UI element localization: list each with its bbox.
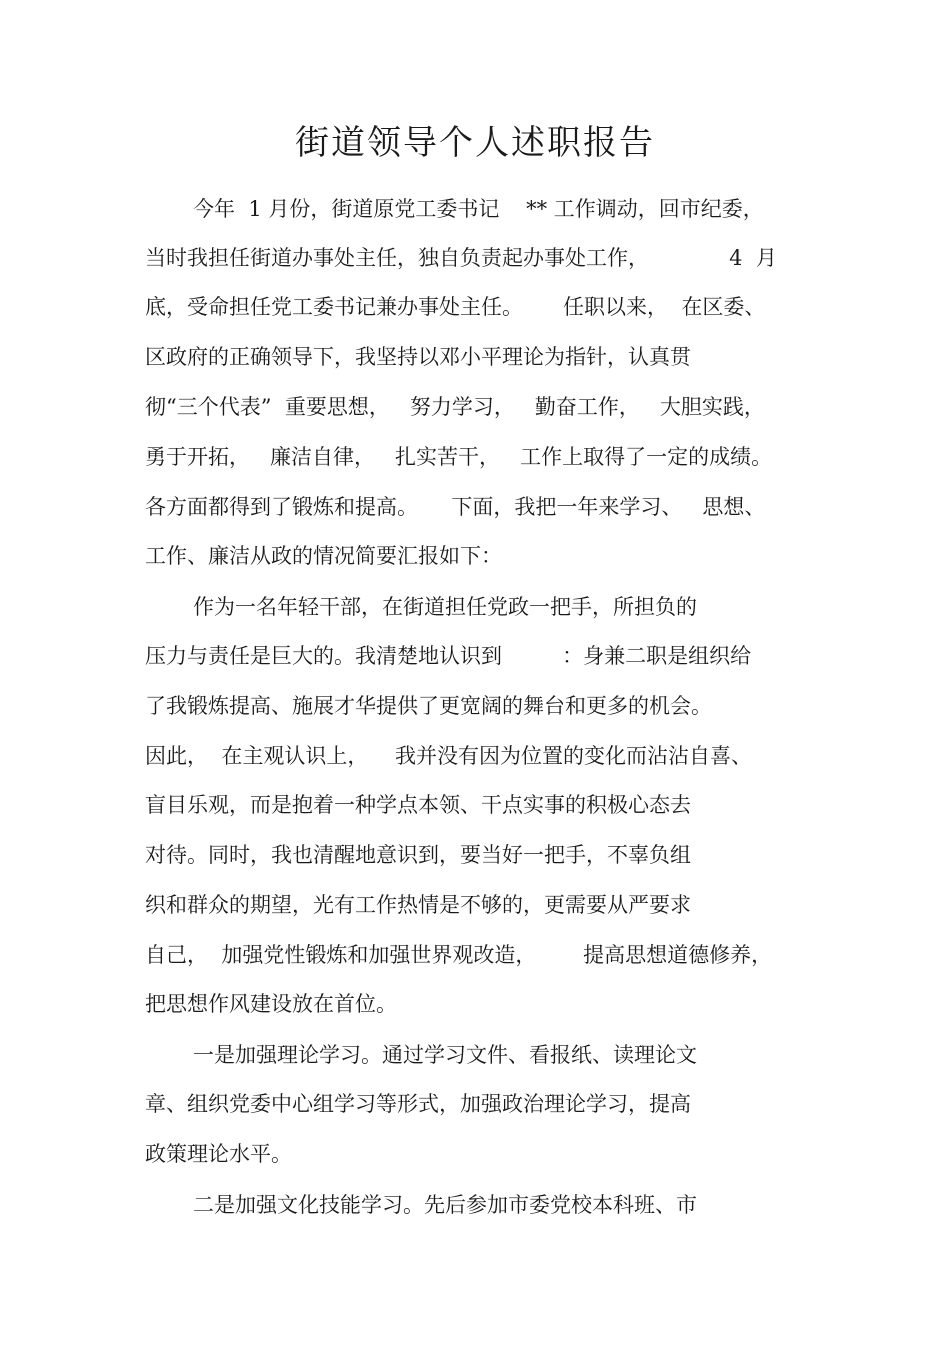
text-line: 自己， 加强党性锻炼和加强世界观改造， 提高思想道德修养，	[145, 943, 773, 967]
text-line: 压力与责任是巨大的。我清楚地认识到 ：身兼二职是组织给	[145, 644, 752, 668]
text-line: 底，受命担任党工委书记兼办事处主任。 任职以来， 在区委、	[145, 295, 766, 319]
text-line: 了我锻炼提高、施展才华提供了更宽阔的舞台和更多的机会。	[145, 694, 712, 718]
text-line: 作为一名年轻干部，在街道担任党政一把手，所担负的	[193, 595, 697, 619]
text-line: 二是加强文化技能学习。先后参加市委党校本科班、市	[193, 1193, 697, 1217]
text-line: 今年 1 月份，街道原党工委书记 ** 工作调动，回市纪委，	[193, 197, 764, 221]
text-line: 当时我担任街道办事处主任，独自负责起办事处工作， 4 月	[145, 246, 777, 270]
text-line: 织和群众的期望，光有工作热情是不够的，更需要从严要求	[145, 893, 691, 917]
document-title: 街道领导个人述职报告	[295, 123, 655, 163]
text-line: 一是加强理论学习。通过学习文件、看报纸、读理论文	[193, 1043, 697, 1067]
text-line: 区政府的正确领导下，我坚持以邓小平理论为指针，认真贯	[145, 345, 691, 369]
text-line: 各方面都得到了锻炼和提高。 下面，我把一年来学习、 思想、	[145, 495, 766, 519]
text-line: 章、组织党委中心组学习等形式，加强政治理论学习，提高	[145, 1092, 691, 1116]
text-line: 因此， 在主观认识上， 我并没有因为位置的变化而沾沾自喜、	[145, 744, 753, 768]
text-line: 彻“三个代表” 重要思想， 努力学习， 勤奋工作， 大胆实践，	[145, 395, 765, 419]
text-line: 勇于开拓， 廉洁自律， 扎实苦干， 工作上取得了一定的成绩。	[145, 445, 773, 469]
text-line: 把思想作风建设放在首位。	[145, 992, 397, 1016]
text-line: 政策理论水平。	[145, 1142, 292, 1166]
text-line: 盲目乐观，而是抱着一种学点本领、干点实事的积极心态去	[145, 793, 691, 817]
text-line: 工作、廉洁从政的情况简要汇报如下：	[145, 544, 502, 568]
text-line: 对待。同时，我也清醒地意识到，要当好一把手，不辜负组	[145, 843, 691, 867]
